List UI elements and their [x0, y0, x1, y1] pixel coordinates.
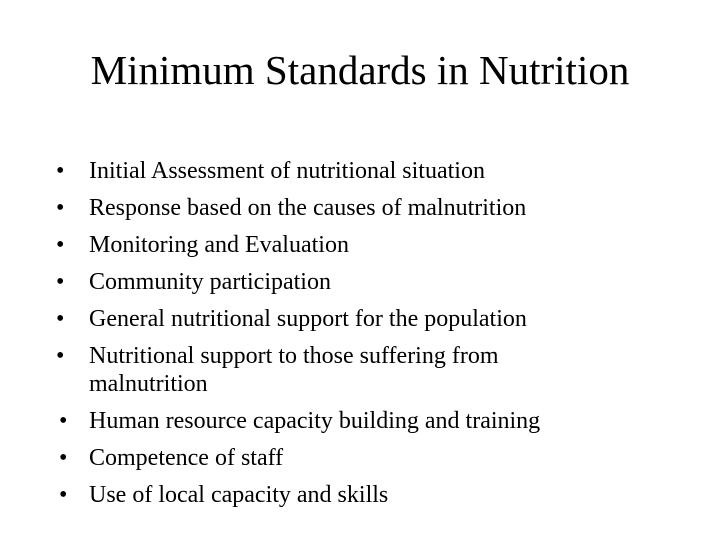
bullet-item [0, 268, 720, 296]
bullet-text: Competence of staff [89, 445, 284, 471]
bullet-text: Monitoring and Evaluation [89, 232, 349, 258]
bullet-text: Human resource capacity building and training [89, 408, 541, 434]
bullet-text-line: malnutrition [89, 371, 208, 397]
bullet-item [0, 342, 720, 398]
bullet-item [0, 194, 720, 222]
bullet-text-line: Nutritional support to those suffering from [89, 343, 499, 369]
bullet-text: Initial Assessment of nutritional situation [89, 158, 485, 184]
bullet-dot-icon: • [56, 195, 65, 221]
bullet-item [0, 305, 720, 333]
bullet-dot-icon: • [59, 445, 68, 471]
bullet-item [0, 407, 720, 435]
bullet-dot-icon: • [59, 482, 68, 508]
bullet-list [0, 157, 720, 518]
slide-title: Minimum Standards in Nutrition [90, 47, 630, 93]
bullet-dot-icon: • [56, 343, 65, 369]
bullet-text: Response based on the causes of malnutrition [89, 195, 527, 221]
bullet-text: General nutritional support for the population [89, 306, 527, 332]
bullet-dot-icon: • [56, 232, 65, 258]
bullet-item [0, 444, 720, 472]
bullet-dot-icon: • [56, 269, 65, 295]
bullet-item [0, 157, 720, 185]
bullet-text: Use of local capacity and skills [89, 482, 389, 508]
bullet-item [0, 231, 720, 259]
bullet-item [0, 481, 720, 509]
bullet-dot-icon: • [56, 158, 65, 184]
bullet-text: Community participation [89, 269, 331, 295]
bullet-dot-icon: • [59, 408, 68, 434]
bullet-dot-icon: • [56, 306, 65, 332]
